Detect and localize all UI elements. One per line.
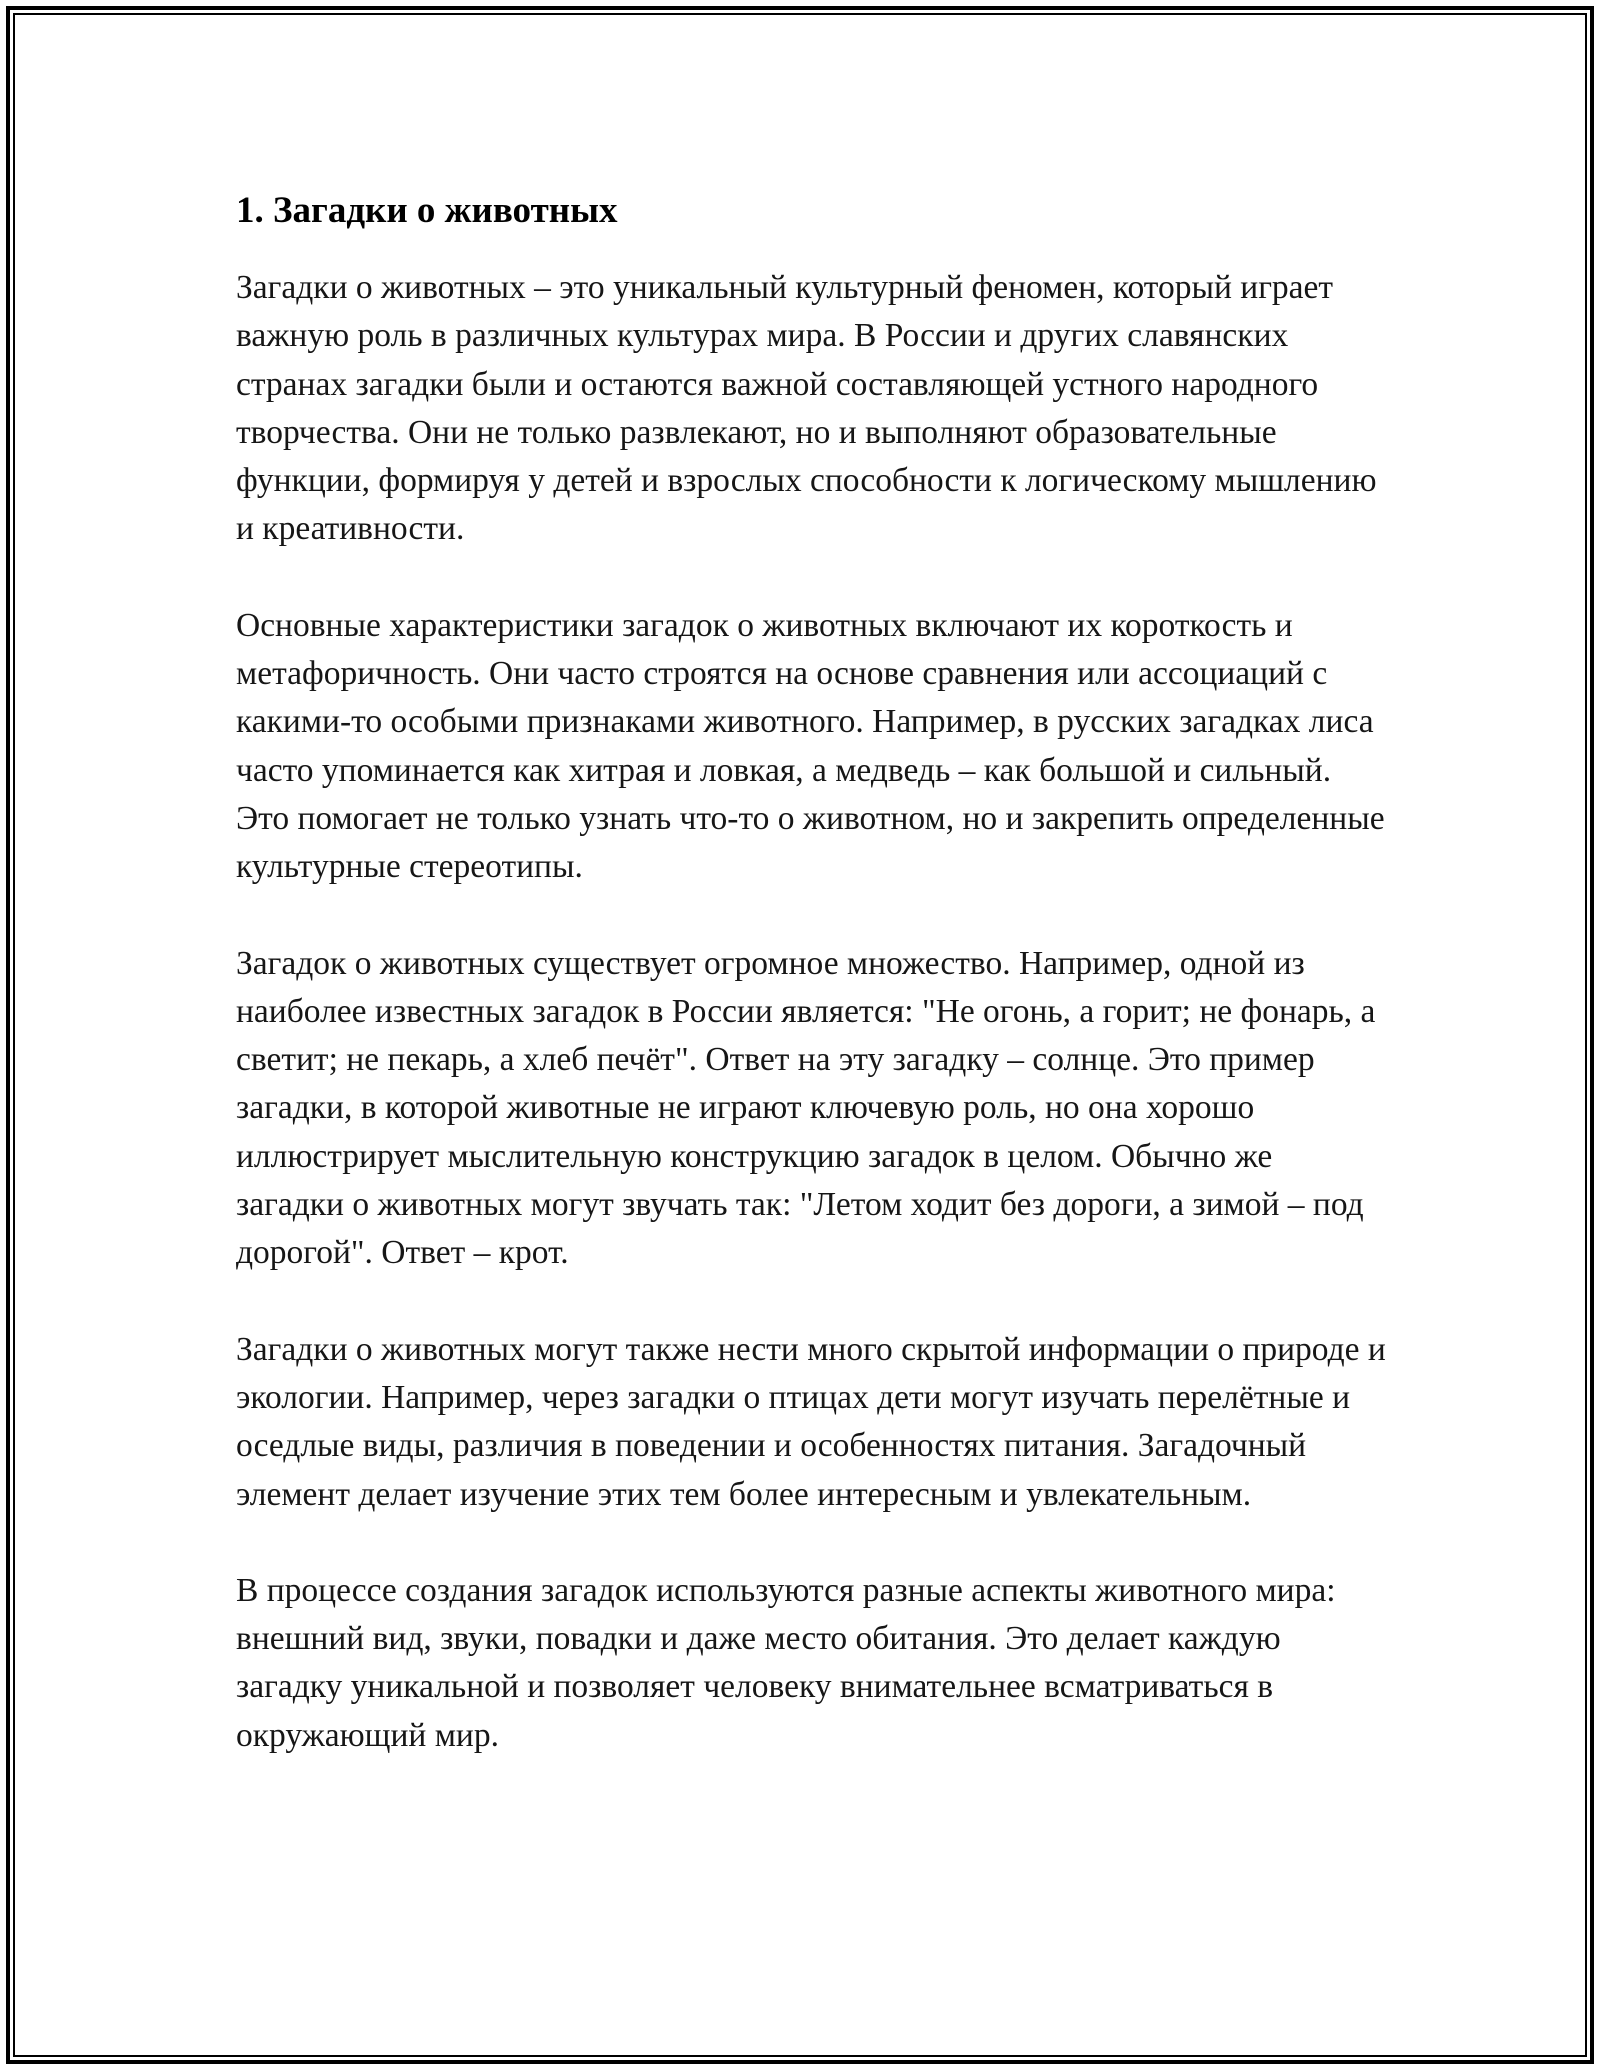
paragraph-intro: Загадки о животных – это уникальный культурный феномен, который играет важную роль в различных культурах мира. В России и других славянских странах загадки были и остаются важной составляющей устного народного творчества. Они не только развлекают, но и выполняют образовательные функции, формируя у детей и взрослых способности к логическому мышлению и креативности. xyxy=(236,269,1377,548)
paragraph-aspects: В процессе создания загадок используются разные аспекты животного мира: внешний вид, звуки, повадки и даже место обитания. Это делает каждую загадку уникальной и позволяет человеку внимательнее всматриваться в окружающий мир. xyxy=(236,1571,1336,1754)
document-body xyxy=(236,186,1386,1760)
paragraph-nature: Загадки о животных могут также нести много скрытой информации о природе и экологии. Например, через загадки о птицах дети могут изучать перелётные и оседлые виды, различия в поведении и особенностях питания. Загадочный элемент делает изучение этих тем более интересным и увлекательным. xyxy=(236,1330,1386,1513)
paragraph-examples: Загадок о животных существует огромное множество. Например, одной из наиболее известных загадок в России является: "Не огонь, а горит; не фонарь, а светит; не пекарь, а хлеб печёт". Ответ на эту загадку – солнце. Это пример загадки, в которой животные не играют ключевую роль, но она хорошо иллюстрирует мыслительную конструкцию загадок в целом. Обычно же загадки о животных могут звучать так: "Летом ходит без дороги, а зимой – под дорогой". Ответ – крот. xyxy=(236,944,1376,1272)
paragraph-characteristics: Основные характеристики загадок о животных включают их короткость и метафоричность. Они часто строятся на основе сравнения или ассоциаций с какими-то особыми признаками животного. Например, в русских загадках лиса часто упоминается как хитрая и ловкая, а медведь – как большой и сильный. Это помогает не только узнать что-то о животном, но и закрепить определенные культурные стереотипы. xyxy=(236,606,1385,886)
section-heading: 1. Загадки о животных xyxy=(236,190,618,231)
